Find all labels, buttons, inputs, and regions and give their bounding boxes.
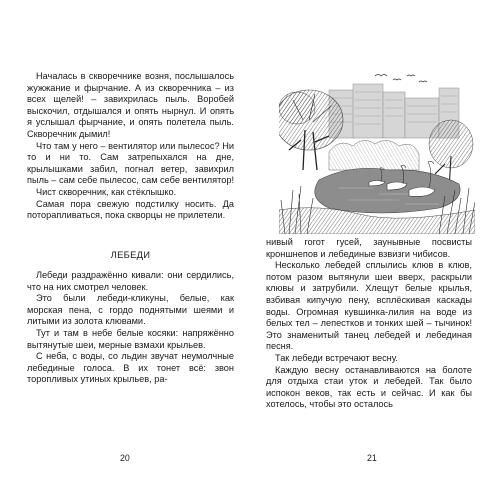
- paragraph: Тут и там в небе белые косяки: напряжённо вытянутые шеи, мерные взмахи крыльев.: [27, 327, 234, 350]
- right-text: [266, 237, 472, 411]
- paragraph: С неба, с воды, со льдин звучат неумолчные лебединые голоса. В их тонет всё: звон торопливых утиных крыльев, ра-: [27, 351, 234, 385]
- left-top-text: [27, 71, 234, 222]
- page-number-right: 21: [367, 453, 377, 463]
- paragraph: Каждую весну останавливаются на болоте для отдыха стаи уток и лебедей. Так было испокон веков, так есть и сейчас. И как бы хотелось, чтобы это осталось: [266, 364, 472, 410]
- paragraph: Это были лебеди-кликуны, белые, как морская пена, с гордо поднятыми шеями и литыми из золота клювами.: [27, 293, 234, 327]
- paragraph: Так лебеди встречают весну.: [275, 352, 398, 363]
- paragraph: Началась в скворечнике возня, послышалось жужжание и фырчание. А из скворечника – из всех щелей! – завихрилась пыль. Воробей выскочил, отдышался и опять нырнул. И опять я услышал фырчание, и опять полетела пыль. Скворечник дымил!: [27, 71, 234, 139]
- paragraph: нивый гогот гусей, заунывные посвисты кроншнепов и лебединые взвизги чибисов.: [266, 237, 472, 259]
- page-number-left: 20: [120, 453, 130, 463]
- section-heading: ЛЕБЕДИ: [110, 249, 151, 260]
- paragraph: Самая пора свежую подстилку носить. Да поторапливаться, пока скворцы не прилетели.: [27, 198, 234, 221]
- paragraph: Что там у него – вентилятор или пылесос? Ни то и ни то. Сам затрепыхался на дне, крылышками забил, погнал ветер, завихрил пыль – сам себе пылесос, сам себе вентилятор!: [27, 140, 234, 186]
- paragraph: Чист скворечник, как стёклышко.: [36, 186, 177, 197]
- left-bottom-text: [27, 270, 234, 386]
- paragraph: Несколько лебедей сплылись клюв в клюв, потом разом вытянули шеи вверх, раскрыли клювы и затрубили. Хлещут белые крылья, взбивая кипучую пену, всплёскивая каскады воды. Огромная кувшинка-лилия на воде из белых тел – лепестков и тонких шей – тычинок! Это знаменитый танец лебедей и лебединая песня.: [266, 260, 472, 352]
- paragraph: Лебеди раздражённо кивали: они сердились, что на них смотрел человек.: [27, 270, 234, 292]
